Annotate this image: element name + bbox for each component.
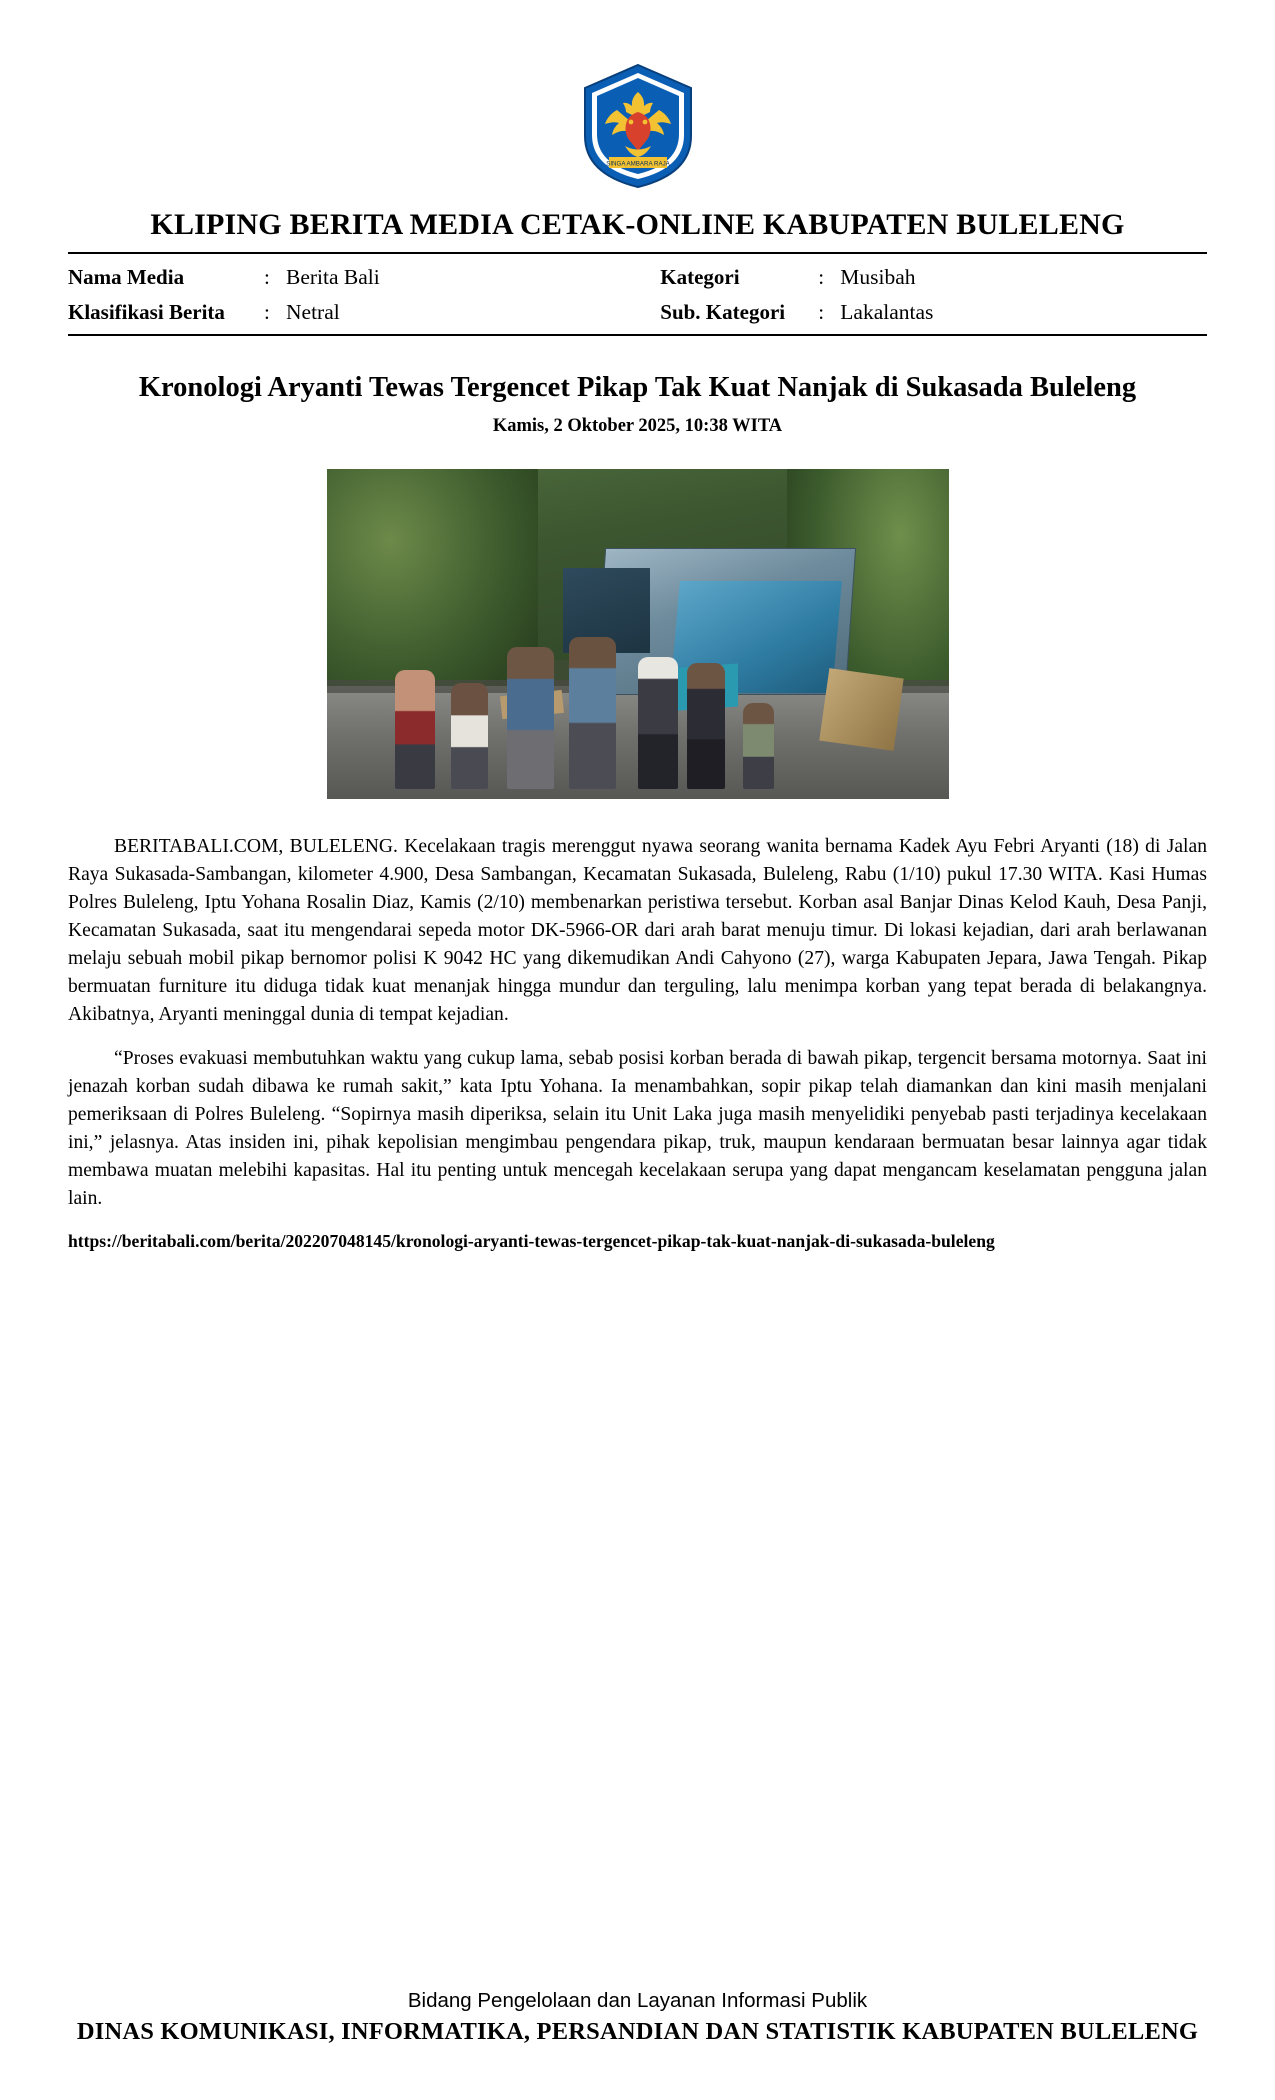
metadata-colon: : <box>818 300 825 325</box>
metadata-label-nama-media: Nama Media <box>68 265 185 289</box>
buleleng-coat-of-arms-icon <box>579 62 697 190</box>
metadata-row-klasifikasi-berita <box>68 298 660 327</box>
article-headline: Kronologi Aryanti Tewas Tergencet Pikap Tak Kuat Nanjak di Sukasada Buleleng <box>138 372 1137 404</box>
source-url-link[interactable]: https://beritabali.com/berita/202207048145/kronologi-aryanti-tewas-tergencet-pikap-tak-kuat-nanjak-di-sukasada-buleleng <box>68 1230 995 1251</box>
article-dateline: Kamis, 2 Oktober 2025, 10:38 WITA <box>492 415 783 436</box>
document-title: KLIPING BERITA MEDIA CETAK-ONLINE KABUPATEN BULELENG <box>150 208 1125 241</box>
accident-photo <box>327 469 949 799</box>
footer-division-name: Bidang Pengelolaan dan Layanan Informasi Publik <box>407 1989 868 2012</box>
article-paragraph: “Proses evakuasi membutuhkan waktu yang cukup lama, sebab posisi korban berada di bawah pikap, tergencit bersama motornya. Saat ini jenazah korban sudah dibawa ke rumah sakit,” kata Iptu Yohana. Ia menambahkan, sopir pikap telah diamankan dan kini masih menjalani pemeriksaan di Polres Buleleng. “Sopirnya masih diperiksa, selain itu Unit Laka juga masih menyelidiki penyebab pasti terjadinya kecelakaan ini,” jelasnya. Atas insiden ini, pihak kepolisian mengimbau pengendara pikap, truk, maupun kendaraan bermuatan besar lainnya agar tidak membawa muatan melebihi kapasitas. Hal itu penting untuk mencegah kecelakaan serupa yang dapat mengancam keselamatan pengguna jalan lain. <box>68 1047 1207 1209</box>
metadata-value-kategori: Musibah <box>840 265 916 289</box>
footer <box>68 1989 1207 2046</box>
logo-container <box>68 62 1207 190</box>
divider-bottom <box>68 334 1207 336</box>
metadata-table <box>68 254 1207 334</box>
metadata-left-column <box>68 263 660 327</box>
metadata-row-nama-media <box>68 263 660 292</box>
footer-agency-name: DINAS KOMUNIKASI, INFORMATIKA, PERSANDIAN DAN STATISTIK KABUPATEN BULELENG <box>76 2018 1199 2045</box>
metadata-label-sub-kategori: Sub. Kategori <box>660 300 786 325</box>
metadata-row-sub-kategori <box>660 298 1207 327</box>
metadata-label-klasifikasi-berita: Klasifikasi Berita <box>68 300 225 325</box>
article-photo-container <box>68 469 1207 799</box>
metadata-label-kategori: Kategori <box>660 265 740 289</box>
metadata-value-nama-media: Berita Bali <box>286 265 380 289</box>
metadata-colon: : <box>264 300 270 325</box>
svg-text:SINGA AMBARA RAJA: SINGA AMBARA RAJA <box>605 160 670 168</box>
metadata-right-column <box>660 263 1207 327</box>
metadata-row-kategori <box>660 263 1207 292</box>
metadata-colon: : <box>264 265 270 289</box>
metadata-colon: : <box>818 265 825 289</box>
article <box>68 370 1207 1254</box>
article-paragraph: BERITABALI.COM, BULELENG. Kecelakaan tragis merenggut nyawa seorang wanita bernama Kadek Ayu Febri Aryanti (18) di Jalan Raya Sukasada-Sambangan, kilometer 4.900, Desa Sambangan, Kecamatan Sukasada, Buleleng, Rabu (1/10) pukul 17.30 WITA. Kasi Humas Polres Buleleng, Iptu Yohana Rosalin Diaz, Kamis (2/10) membenarkan peristiwa tersebut. Korban asal Banjar Dinas Kelod Kauh, Desa Panji, Kecamatan Sukasada, saat itu mengendarai sepeda motor DK-5966-OR dari arah barat menuju timur. Di lokasi kejadian, dari arah berlawanan melaju sebuah mobil pikap bernomor polisi K 9042 HC yang dikemudikan Andi Cahyono (27), warga Kabupaten Jepara, Jawa Tengah. Pikap bermuatan furniture itu diduga tidak kuat menanjak hingga mundur dan terguling, lalu menimpa korban yang tepat berada di belakangnya. Akibatnya, Aryanti meninggal dunia di tempat kejadian. <box>68 835 1207 1025</box>
metadata-value-klasifikasi-berita: Netral <box>286 300 340 325</box>
metadata-value-sub-kategori: Lakalantas <box>840 300 934 325</box>
article-body <box>68 833 1207 1254</box>
